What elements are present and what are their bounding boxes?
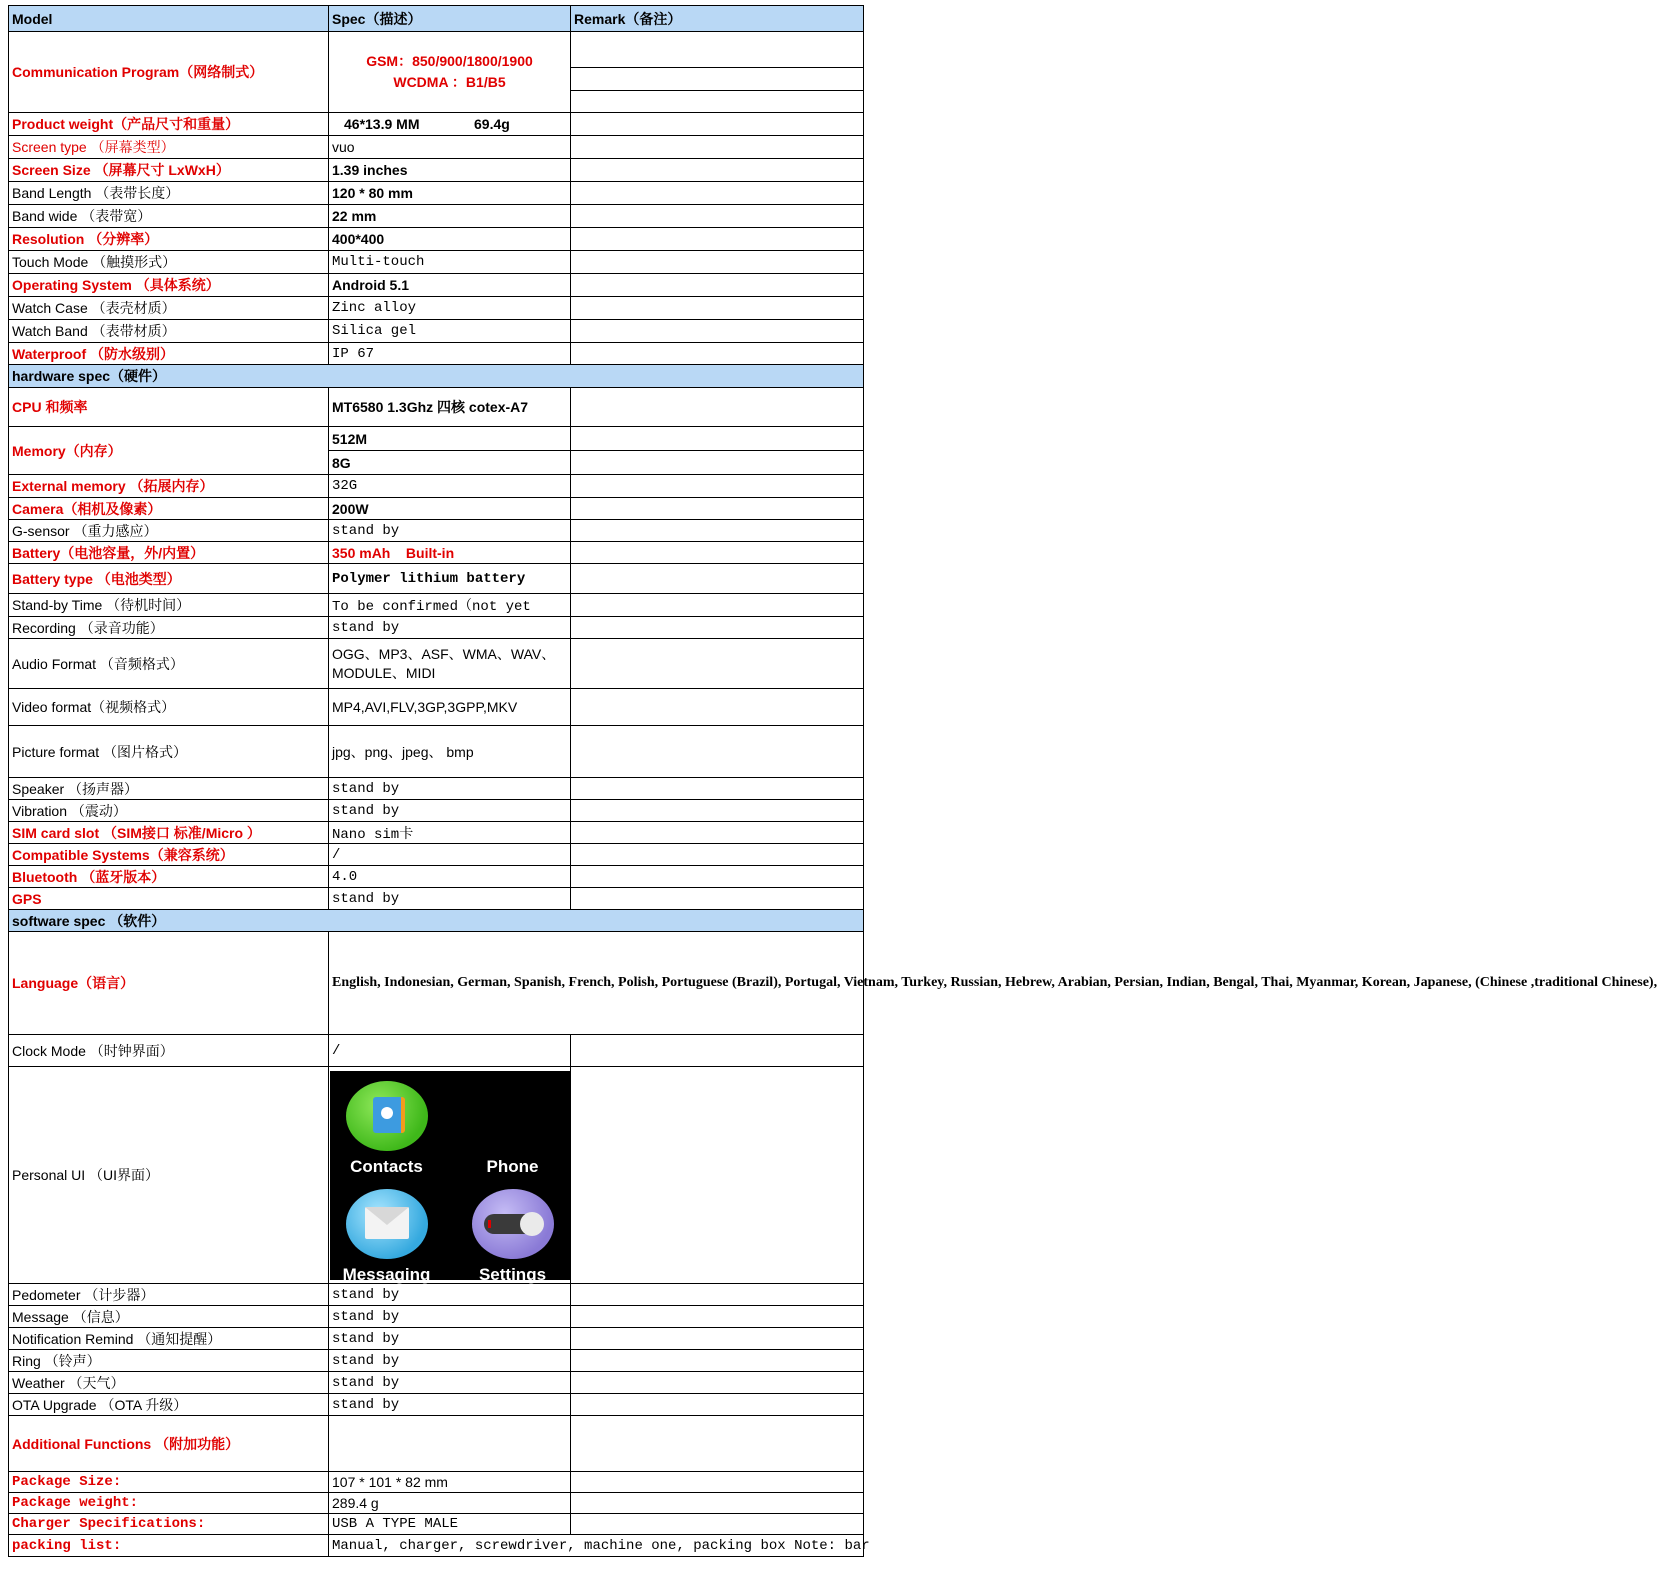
spec-value: stand by [329,1306,571,1328]
package-size: 107 * 101 * 82 mm [329,1472,571,1493]
spec-remark [571,1493,864,1514]
spec-row [9,866,864,888]
spec-row [9,1394,864,1416]
section-title: software spec （软件） [9,910,864,932]
spec-value: 400*400 [329,228,571,251]
spec-value: 120 * 80 mm [329,182,571,205]
spec-remark [571,689,864,726]
spec-remark [571,1416,864,1472]
spec-label: Battery（电池容量，外/内置） [9,542,329,564]
spec-row [9,251,864,274]
spec-value: stand by [329,888,571,910]
spec-row [9,159,864,182]
spec-row [9,475,864,498]
spec-value: 350 mAh Built-in [329,542,571,564]
spec-row [9,1035,864,1067]
spec-label: Operating System （具体系统） [9,274,329,297]
spec-label: Compatible Systems（兼容系统） [9,844,329,866]
spec-value [329,1416,571,1472]
spec-label: External memory （拓展内存） [9,475,329,498]
spec-label: Notification Remind （通知提醒） [9,1328,329,1350]
spec-row [9,594,864,617]
spec-row [9,498,864,520]
spec-label: Waterproof （防水级别） [9,343,329,365]
spec-row [9,800,864,822]
wcdma-bands: WCDMA ：B1/B5 [393,74,506,90]
spec-value: vuo [329,136,571,159]
spec-value: MP4,AVI,FLV,3GP,3GPP,MKV [329,689,571,726]
spec-remark [571,228,864,251]
spec-label: Clock Mode （时钟界面） [9,1035,329,1067]
spec-row [9,320,864,343]
spec-value: stand by [329,1350,571,1372]
package-row [9,1472,864,1493]
package-weight-label: Package weight: [9,1493,329,1514]
spec-label: Language（语言） [9,932,329,1035]
spec-remark [571,1067,864,1284]
spec-remark [571,159,864,182]
spec-label: Picture format （图片格式） [9,726,329,778]
spec-value: IP 67 [329,343,571,365]
spec-row [9,427,864,451]
spec-value: 8G [329,451,571,475]
spec-row [9,689,864,726]
package-row [9,1535,864,1557]
settings-app [458,1189,568,1285]
spec-label: GPS [9,888,329,910]
product-weight: 69.4g [474,116,510,132]
spec-label: Additional Functions （附加功能） [9,1416,329,1472]
spec-remark [571,182,864,205]
spec-remark [571,639,864,689]
spec-remark [571,297,864,320]
spec-remark [571,320,864,343]
communication-remark [571,32,864,113]
language-list: English, Indonesian, German, Spanish, French, Polish, Portuguese (Brazil), Portugal, Vietnam, Turkey, Russian, Hebrew, Arabian, Persian, Indian, Bengal, Thai, Myanmar, Korean, Japanese, (Chinese ,traditional Chinese), [329,932,864,1035]
spec-value: Android 5.1 [329,274,571,297]
spec-remark [571,136,864,159]
spec-value: stand by [329,520,571,542]
spec-value: jpg、png、jpeg、 bmp [329,726,571,778]
spec-value: / [329,1035,571,1067]
spec-value: Zinc alloy [329,297,571,320]
spec-value [329,639,571,689]
spec-label: CPU 和频率 [9,388,329,427]
spec-label: Message （信息） [9,1306,329,1328]
spec-value: stand by [329,617,571,639]
spec-value: 32G [329,475,571,498]
spec-label: Memory（内存） [9,427,329,475]
spec-remark [571,778,864,800]
spec-label: Screen Size （屏幕尺寸 LxWxH） [9,159,329,182]
communication-spec [329,32,571,113]
gsm-bands: GSM：850/900/1800/1900 [366,53,533,69]
packing-list: Manual, charger, screwdriver, machine one, packing box Note: bar [329,1535,864,1557]
spec-value: Multi-touch [329,251,571,274]
phone-app [458,1081,568,1177]
spec-row [9,1350,864,1372]
charger-spec: USB A TYPE MALE [329,1514,571,1535]
ui-preview-cell [329,1067,571,1284]
package-weight: 289.4 g [329,1493,571,1514]
spec-row [9,888,864,910]
spec-remark [571,822,864,844]
ui-preview [330,1071,570,1284]
spec-value: stand by [329,1284,571,1306]
spec-remark [571,1350,864,1372]
spec-remark [571,427,864,451]
messaging-icon [346,1189,428,1259]
spec-label: Camera（相机及像素） [9,498,329,520]
header-model: Model [9,6,329,32]
spec-value: stand by [329,1372,571,1394]
header-row [9,6,864,32]
spec-row [9,228,864,251]
spec-row [9,1284,864,1306]
spec-value: To be confirmed（not yet [329,594,571,617]
spec-label: Screen type （屏幕类型） [9,136,329,159]
spec-value: / [329,844,571,866]
spec-value: MT6580 1.3Ghz 四核 cotex-A7 [329,388,571,427]
spec-value: Polymer lithium battery [329,564,571,594]
spec-remark [571,1306,864,1328]
spec-remark [571,800,864,822]
spec-row [9,297,864,320]
spec-label: G-sensor （重力感应） [9,520,329,542]
spec-remark [571,113,864,136]
messaging-label: Messaging [342,1264,431,1284]
package-size-label: Package Size: [9,1472,329,1493]
spec-remark [571,475,864,498]
spec-label: Weather （天气） [9,1372,329,1394]
spec-row [9,726,864,778]
spec-row [9,1306,864,1328]
spec-value: stand by [329,1394,571,1416]
spec-label: Band wide （表带宽） [9,205,329,228]
phone-icon [472,1081,554,1151]
spec-remark [571,564,864,594]
spec-label: Stand-by Time （待机时间） [9,594,329,617]
spec-remark [571,251,864,274]
spec-remark [571,274,864,297]
spec-remark [571,1394,864,1416]
spec-label: Recording （录音功能） [9,617,329,639]
spec-label: Band Length （表带长度） [9,182,329,205]
spec-row [9,1328,864,1350]
package-row [9,1493,864,1514]
spec-row [9,136,864,159]
spec-value: 200W [329,498,571,520]
spec-remark [571,1372,864,1394]
spec-remark [571,343,864,365]
contacts-app [332,1081,442,1177]
audio-formats-line2: MODULE、MIDI [332,664,436,681]
spec-row [9,343,864,365]
spec-row [9,844,864,866]
section-header-software [9,910,864,932]
spec-value: stand by [329,778,571,800]
spec-remark [571,498,864,520]
audio-formats-line1: OGG、MP3、ASF、WMA、WAV、 [332,645,556,662]
settings-icon [472,1189,554,1259]
spec-remark [571,866,864,888]
spec-row [9,274,864,297]
spec-label: Pedometer （计步器） [9,1284,329,1306]
spec-value: stand by [329,800,571,822]
spec-label: OTA Upgrade （OTA 升级） [9,1394,329,1416]
spec-value: 4.0 [329,866,571,888]
spec-value: 22 mm [329,205,571,228]
spec-value: Silica gel [329,320,571,343]
spec-remark [571,594,864,617]
messaging-app [332,1189,442,1285]
header-spec: Spec（描述） [329,6,571,32]
spec-remark [571,205,864,228]
spec-remark [571,542,864,564]
spec-row [9,778,864,800]
communication-row [9,32,864,113]
spec-remark [571,888,864,910]
spec-row [9,1067,864,1284]
phone-label: Phone [486,1156,539,1176]
spec-row [9,205,864,228]
spec-label: Resolution （分辨率） [9,228,329,251]
spec-label: Touch Mode （触摸形式） [9,251,329,274]
spec-row [9,1372,864,1394]
settings-label: Settings [478,1264,547,1284]
spec-remark [571,520,864,542]
spec-row [9,1416,864,1472]
spec-label: Watch Band （表带材质） [9,320,329,343]
spec-row [9,822,864,844]
spec-row [9,932,864,1035]
spec-value: Nano sim卡 [329,822,571,844]
package-row [9,1514,864,1535]
spec-label: SIM card slot （SIM接口 标准/Micro ） [9,822,329,844]
contacts-icon [346,1081,428,1151]
packing-list-label: packing list: [9,1535,329,1557]
spec-row [9,542,864,564]
contacts-label: Contacts [350,1156,423,1176]
spec-row [9,182,864,205]
spec-remark [571,1035,864,1067]
spec-remark [571,1284,864,1306]
section-header-hardware [9,365,864,388]
spec-label: Product weight（产品尺寸和重量） [9,113,329,136]
spec-label: Audio Format （音频格式） [9,639,329,689]
spec-label: Vibration （震动） [9,800,329,822]
spec-label: Video format（视频格式） [9,689,329,726]
spec-remark [571,844,864,866]
spec-value: 512M [329,427,571,451]
spec-remark [571,726,864,778]
spec-label: Speaker （扬声器） [9,778,329,800]
charger-label: Charger Specifications: [9,1514,329,1535]
spec-remark [571,388,864,427]
spec-row [9,520,864,542]
spec-row [9,388,864,427]
spec-row [9,639,864,689]
communication-label: Communication Program（网络制式） [9,32,329,113]
spec-label: Battery type （电池类型） [9,564,329,594]
spec-label: Bluetooth （蓝牙版本） [9,866,329,888]
spec-remark [571,1328,864,1350]
spec-table [8,5,1657,1557]
spec-value: 1.39 inches [329,159,571,182]
spec-label: Ring （铃声） [9,1350,329,1372]
spec-remark [571,1472,864,1493]
spec-label: Watch Case （表壳材质） [9,297,329,320]
spec-value: stand by [329,1328,571,1350]
spec-remark [571,1514,864,1535]
spec-remark [571,451,864,475]
spec-remark [571,617,864,639]
spec-value [329,113,571,136]
spec-row [9,113,864,136]
section-title: hardware spec（硬件） [9,365,864,388]
product-size: 46*13.9 MM [344,116,420,132]
spec-label: Personal UI （UI界面） [9,1067,329,1284]
spec-row [9,564,864,594]
header-remark: Remark（备注） [571,6,864,32]
spec-row [9,617,864,639]
